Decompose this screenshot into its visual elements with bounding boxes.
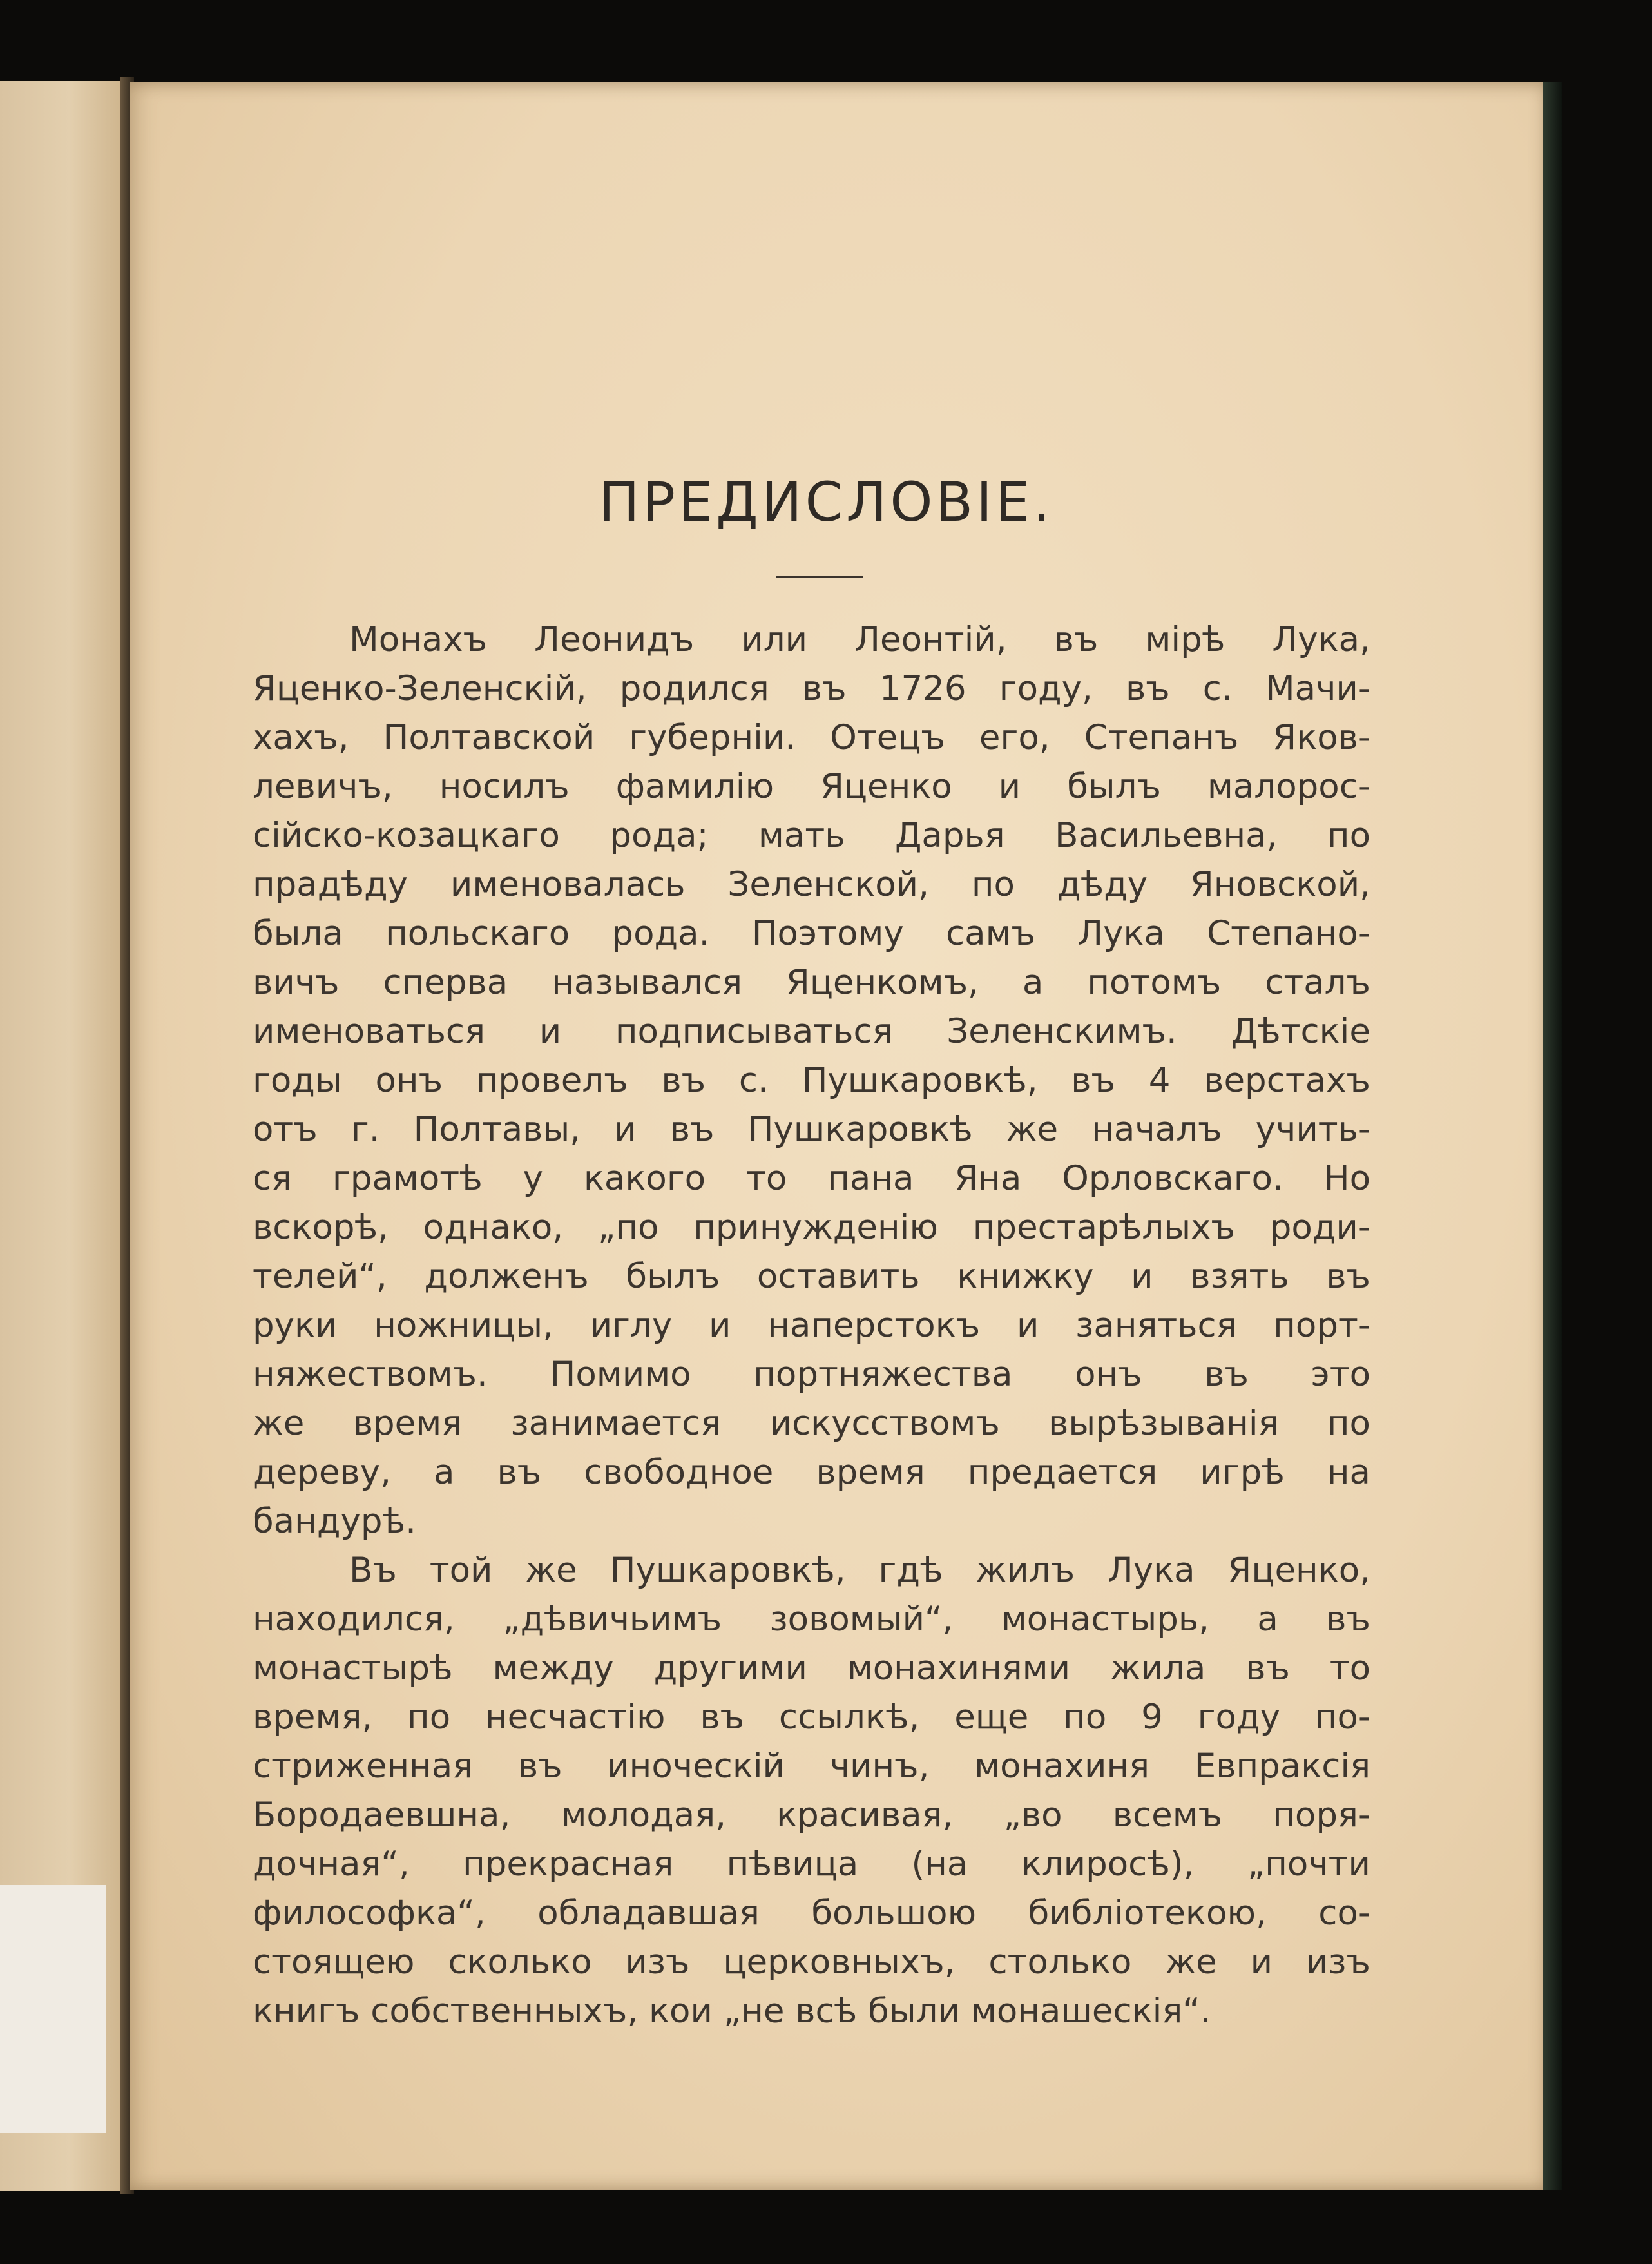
title-divider	[776, 576, 863, 578]
text-line: книгъ собственныхъ, кои „не всѣ были монашескія“.	[253, 1991, 1211, 2031]
text-line: время, по несчастію въ ссылкѣ, еще по 9 году по-	[253, 1698, 1370, 1737]
text-line: бандурѣ.	[253, 1502, 416, 1541]
previous-page-edge	[0, 81, 126, 2191]
text-line: была польскаго рода. Поэтому самъ Лука Степано-	[253, 914, 1370, 953]
paragraph	[253, 1546, 1370, 2036]
paper-tab	[0, 1885, 106, 2133]
text-line: годы онъ провелъ въ с. Пушкаровкѣ, въ 4 верстахъ	[253, 1061, 1370, 1100]
text-line: ся грамотѣ у какого то пана Яна Орловскаго. Но	[253, 1159, 1370, 1198]
text-line: левичъ, носилъ фамилію Яценко и былъ малорос-	[253, 767, 1370, 806]
text-line: няжествомъ. Помимо портняжества онъ въ это	[253, 1355, 1370, 1394]
book-spine-edge	[1543, 82, 1562, 2190]
text-line: прадѣду именовалась Зеленской, по дѣду Яновской,	[253, 865, 1370, 904]
text-line: монастырѣ между другими монахинями жила въ то	[253, 1649, 1370, 1688]
text-line: находился, „дѣвичьимъ зовомый“, монастырь, а въ	[253, 1600, 1370, 1639]
text-line: именоваться и подписываться Зеленскимъ. Дѣтскіе	[253, 1012, 1370, 1051]
text-line: дереву, а въ свободное время предается игрѣ на	[253, 1453, 1370, 1492]
text-line: телей“, долженъ былъ оставить книжку и взять въ	[253, 1257, 1370, 1296]
text-line: Монахъ Леонидъ или Леонтій, въ мірѣ Лука,	[349, 620, 1370, 659]
text-line: хахъ, Полтавской губерніи. Отецъ его, Степанъ Яков-	[253, 718, 1370, 757]
text-line: сійско-козацкаго рода; мать Дарья Васильевна, по	[253, 816, 1370, 855]
page-title: ПРЕДИСЛОВІЕ.	[599, 470, 1053, 534]
body-text	[253, 615, 1370, 2036]
text-line: стоящею сколько изъ церковныхъ, столько же и изъ	[253, 1942, 1370, 1982]
text-line: Бородаевшна, молодая, красивая, „во всемъ поря-	[253, 1795, 1370, 1835]
text-line: же время занимается искусствомъ вырѣзыванія по	[253, 1404, 1370, 1443]
text-line: вичъ сперва назывался Яценкомъ, а потомъ сталъ	[253, 963, 1370, 1002]
text-line: руки ножницы, иглу и наперстокъ и заняться порт-	[253, 1306, 1370, 1345]
text-line: дочная“, прекрасная пѣвица (на клиросѣ), „почти	[253, 1844, 1370, 1884]
text-line: Въ той же Пушкаровкѣ, гдѣ жилъ Лука Яценко,	[349, 1551, 1370, 1590]
text-line: Яценко-Зеленскій, родился въ 1726 году, въ с. Мачи-	[253, 669, 1370, 708]
text-line: отъ г. Полтавы, и въ Пушкаровкѣ же началъ учить-	[253, 1110, 1370, 1149]
text-line: философка“, обладавшая большою библіотекою, со-	[253, 1893, 1370, 1933]
text-line: вскорѣ, однако, „по принужденію престарѣлыхъ роди-	[253, 1208, 1370, 1247]
paragraph	[253, 615, 1370, 1546]
text-line: стриженная въ иноческій чинъ, монахиня Евпраксія	[253, 1746, 1370, 1786]
